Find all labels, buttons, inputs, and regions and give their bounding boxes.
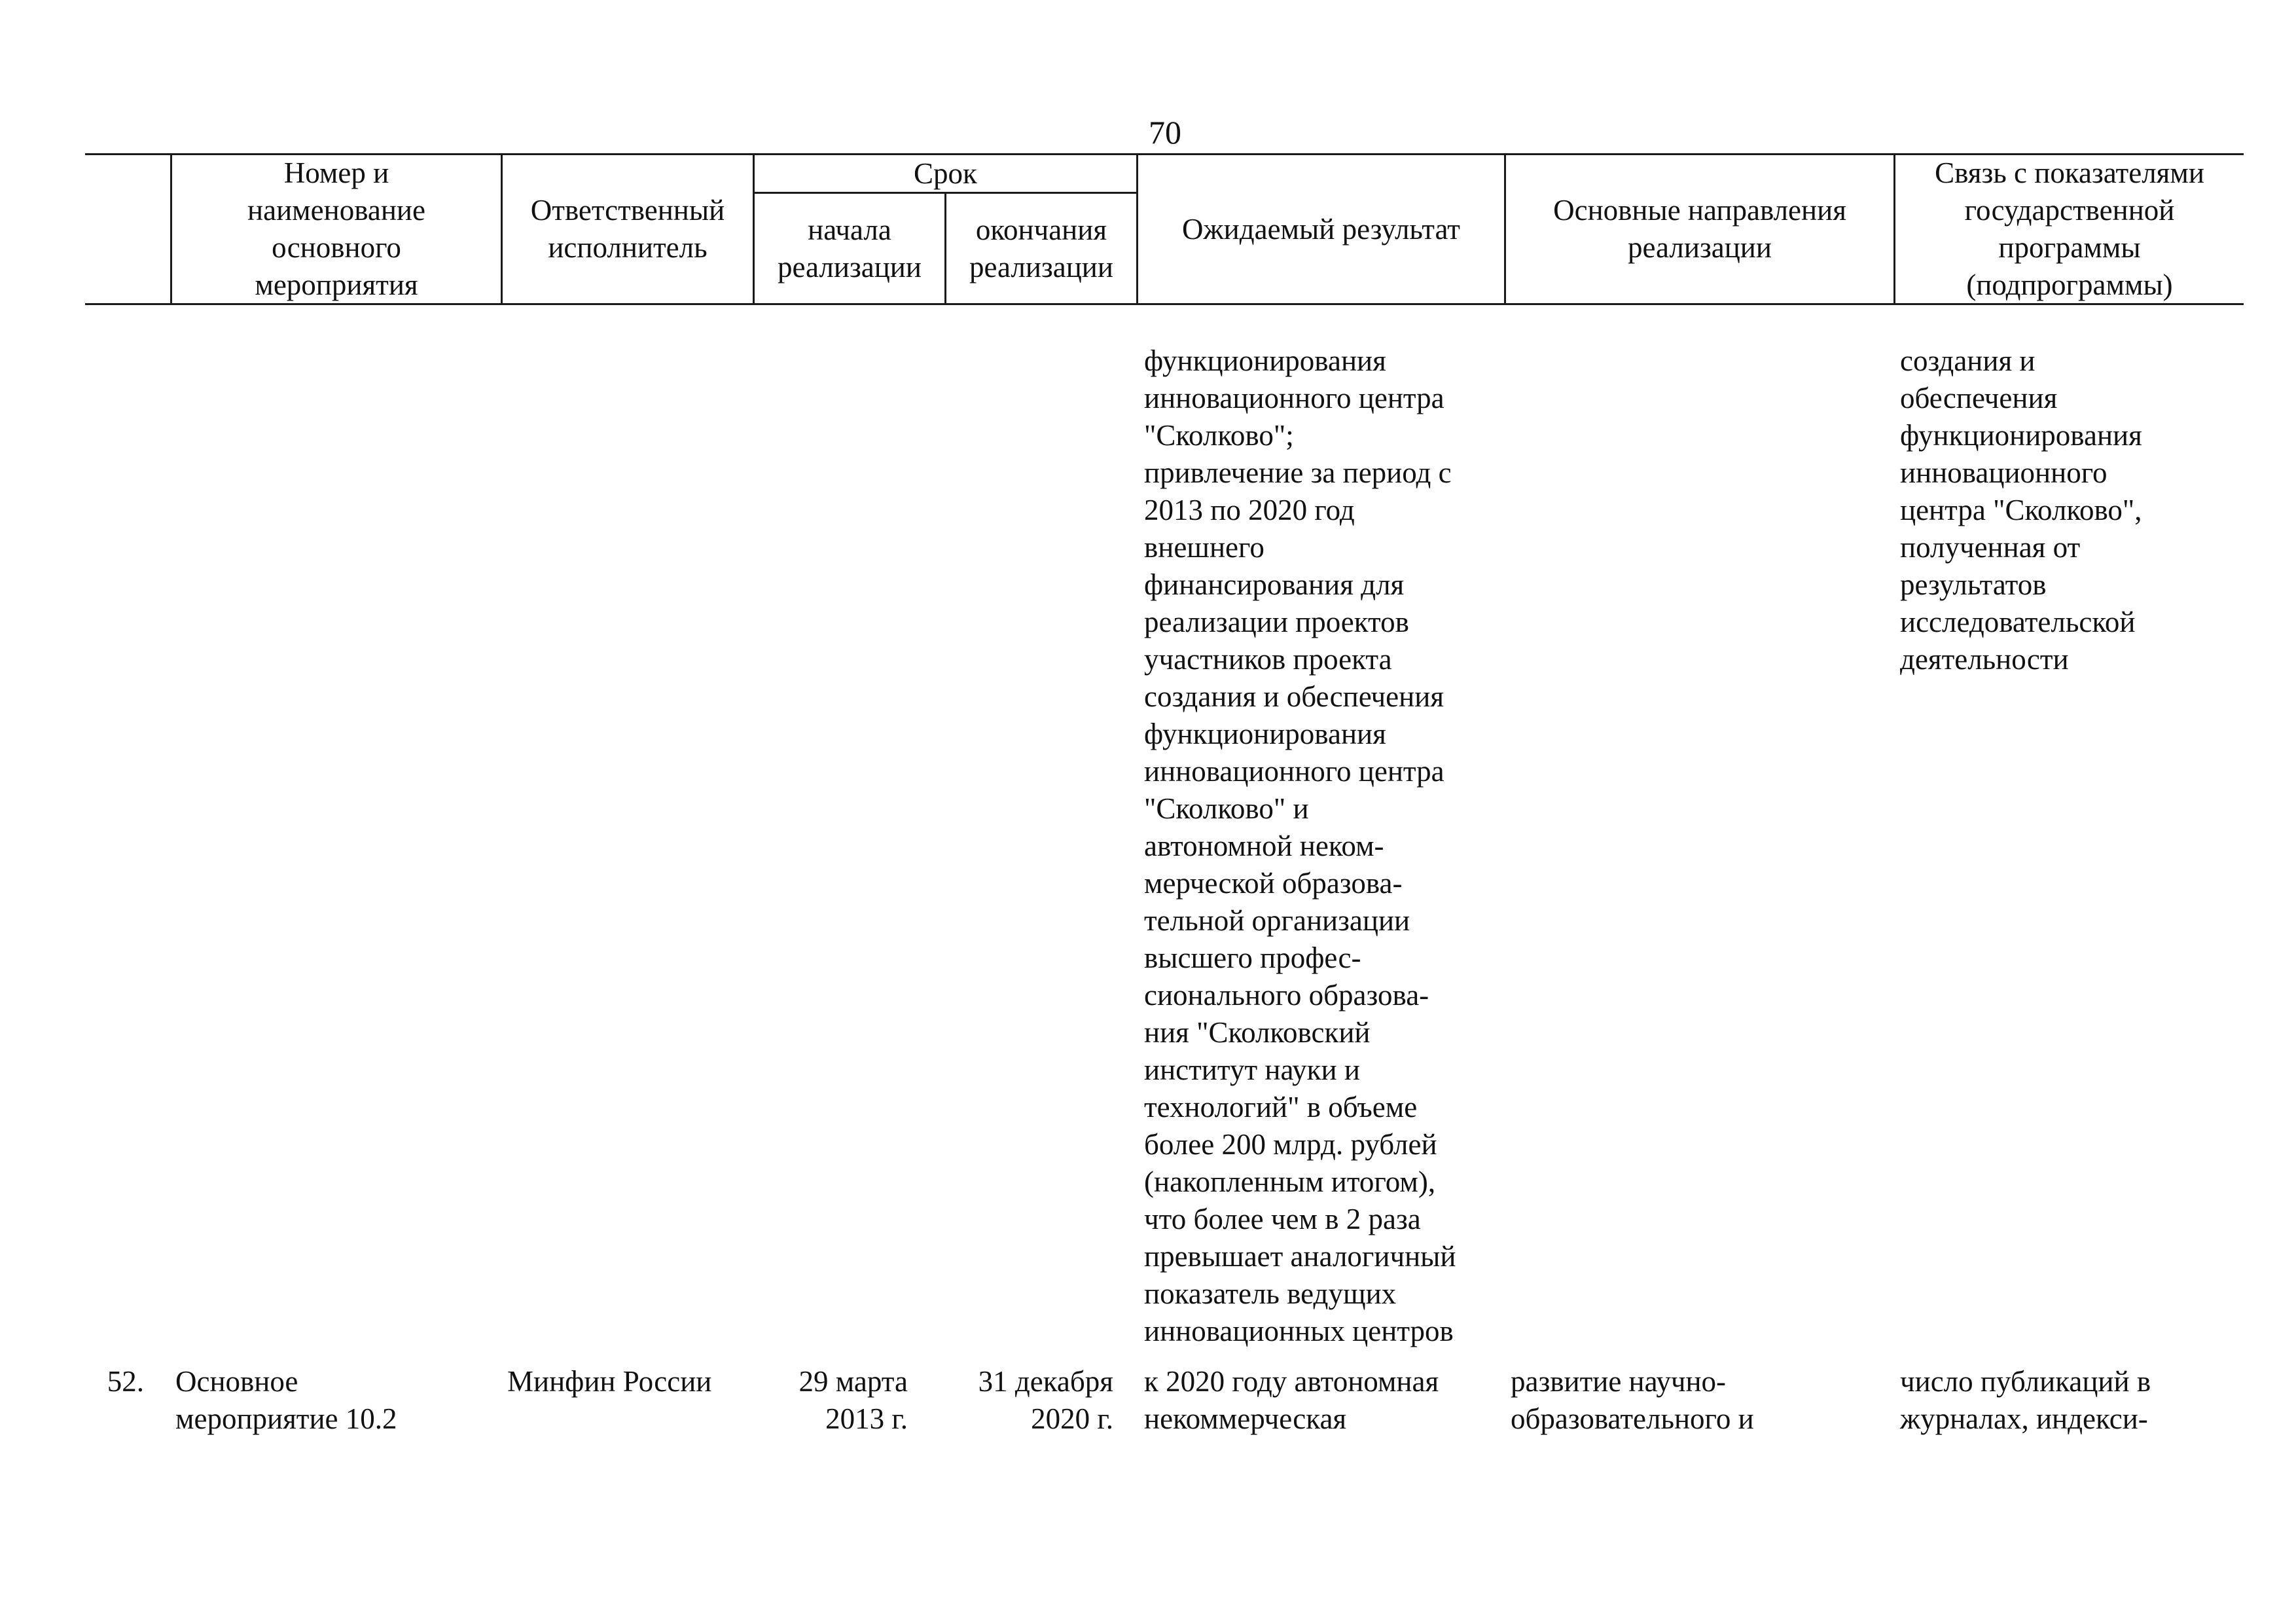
continued-result-text: функционирования инновационного центра "Сколково"; привлечение за период с 2013 по 2020 год внешнего финансирования для реализации проектов участников проекта создания и обеспечения функционирования инновационного центра "Сколково" и автономной неком- мерческой образова- тельной организации высшего профес- сионального образова- ния "Сколковский институт науки и технологий" в объеме более 200 млрд. рублей (накопленным итогом), что более чем в 2 раза превышает аналогичный показатель ведущих инновационных центров — [1144, 344, 1456, 1347]
row-52-link: число публикаций в журналах, индекси- — [1900, 1365, 2151, 1435]
header-name: Номер и наименование основного мероприятия — [247, 156, 425, 301]
row-52-directions: развитие научно- образовательного и — [1511, 1365, 1754, 1435]
row-52-name: Основное мероприятие 10.2 — [175, 1365, 397, 1435]
row-52-number: 52. — [107, 1365, 144, 1398]
row-52-result: к 2020 году автономная некоммерческая — [1144, 1365, 1439, 1435]
header-start: начала реализации — [778, 213, 922, 283]
header-term: Срок — [914, 156, 977, 190]
header-link: Связь с показателями государственной программы (подпрограммы) — [1935, 156, 2204, 301]
row-52-end: 31 декабря 2020 г. — [978, 1365, 1113, 1435]
header-end: окончания реализации — [969, 213, 1113, 283]
header-result: Ожидаемый результат — [1182, 212, 1460, 246]
row-52-responsible: Минфин России — [507, 1365, 712, 1398]
page-number: 70 — [1149, 114, 1181, 151]
header-responsible: Ответственный исполнитель — [530, 194, 725, 264]
header-directions: Основные направления реализации — [1553, 194, 1846, 264]
row-52-start: 29 марта 2013 г. — [798, 1365, 908, 1435]
continued-link-text: создания и обеспечения функционирования инновационного центра "Сколково", полученная от результатов исследовательской деятельности — [1900, 344, 2142, 676]
